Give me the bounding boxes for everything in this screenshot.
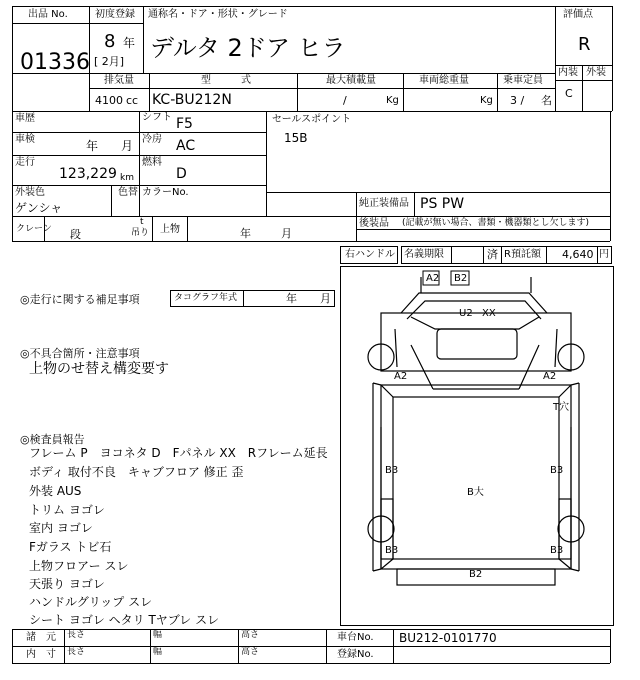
ac-label: 冷房 bbox=[142, 134, 162, 145]
gross-weight-label: 車両総重量 bbox=[419, 75, 469, 86]
capacity-label: 乗車定員 bbox=[503, 75, 543, 86]
upper-month: 月 bbox=[281, 227, 292, 240]
report-line: ボディ 取付不良 キャブフロア 修正 歪 bbox=[29, 465, 244, 479]
reg-year: 8 bbox=[104, 31, 116, 52]
interior-dims-label: 内 寸 bbox=[26, 649, 56, 660]
mark-b3-left: B3 bbox=[385, 465, 399, 476]
dims-height-label: 高さ bbox=[241, 647, 260, 657]
mark-b3-left-rear: B3 bbox=[385, 545, 399, 556]
color-change-label: 色替 bbox=[118, 187, 138, 198]
color-label: 外装色 bbox=[15, 187, 45, 198]
color-no-label: カラーNo. bbox=[142, 187, 189, 198]
reg-year-unit: 年 bbox=[123, 36, 136, 50]
gross-weight-unit: Kg bbox=[480, 95, 493, 106]
grade-value: R bbox=[578, 34, 591, 55]
mark-b2-top: B2 bbox=[454, 273, 468, 284]
model-label: 型 式 bbox=[201, 75, 251, 86]
aftermarket-note: (記載が無い場合、書類・機器類とし欠します) bbox=[402, 218, 590, 228]
color-value: ゲンシャ bbox=[15, 201, 63, 215]
mark-b-large: B大 bbox=[467, 487, 484, 498]
mileage-unit: km bbox=[120, 173, 134, 183]
tacho-label: タコグラフ年式 bbox=[174, 293, 238, 303]
name-change-label: 名義期限 bbox=[404, 249, 444, 260]
specs-length-label: 長さ bbox=[67, 630, 86, 640]
fuel-label: 燃料 bbox=[142, 157, 162, 168]
history-label: 車歴 bbox=[15, 113, 35, 124]
mark-b2-rear: B2 bbox=[469, 569, 483, 580]
report-line: フレーム P ヨコネタ D Fパネル XX Rフレーム延長 bbox=[29, 446, 328, 460]
specs-height-label: 高さ bbox=[241, 630, 260, 640]
exterior-grade-label: 外装 bbox=[586, 67, 606, 78]
recycle-value: 4,640 bbox=[562, 248, 594, 261]
crane-stage: 段 bbox=[70, 228, 81, 241]
report-line: トリム ヨゴレ bbox=[29, 503, 105, 517]
upper-label: 上物 bbox=[160, 224, 180, 235]
chassis-value: BU212-0101770 bbox=[399, 631, 497, 645]
inspection-year: 年 bbox=[86, 139, 99, 153]
max-load-unit: Kg bbox=[386, 95, 399, 106]
mark-u2: U2 bbox=[459, 308, 473, 319]
mark-a2-left: A2 bbox=[394, 371, 408, 382]
displacement-label: 排気量 bbox=[104, 75, 134, 86]
driving-notes-title: ◎走行に関する補足事項 bbox=[20, 293, 140, 306]
recycle-label: R預託額 bbox=[504, 249, 541, 260]
crane-hoist: 吊り bbox=[131, 228, 150, 238]
aftermarket-label: 後装品 bbox=[359, 218, 389, 229]
sales-point-value: 15B bbox=[284, 131, 308, 145]
damage-diagram bbox=[340, 266, 614, 626]
report-line: 天張り ヨゴレ bbox=[29, 577, 105, 591]
capacity-unit: 名 bbox=[541, 94, 552, 107]
lot-number: 01336 bbox=[20, 50, 90, 75]
report-line: 室内 ヨゴレ bbox=[29, 521, 93, 535]
chassis-label: 車台No. bbox=[337, 632, 374, 643]
reg-month: [ 2月] bbox=[94, 55, 125, 68]
name-label: 通称名・ドア・形状・グレード bbox=[148, 9, 288, 20]
shift-label: シフト bbox=[142, 112, 172, 123]
tacho-year: 年 bbox=[286, 292, 297, 305]
inspection-month: 月 bbox=[121, 139, 134, 153]
capacity-value: 3 / bbox=[510, 94, 525, 107]
mark-a2-top: A2 bbox=[426, 273, 440, 284]
report-line: 上物フロアー スレ bbox=[29, 559, 129, 573]
mark-b3-right: B3 bbox=[550, 465, 564, 476]
first-reg-label: 初度登録 bbox=[95, 9, 135, 20]
equipment-label: 純正装備品 bbox=[359, 198, 409, 209]
crane-ton: t bbox=[140, 217, 144, 227]
interior-grade-value: C bbox=[565, 87, 573, 100]
shift-value: F5 bbox=[176, 116, 193, 132]
max-load-value: / bbox=[343, 94, 347, 107]
interior-grade-label: 内装 bbox=[558, 67, 578, 78]
mark-b3-right-rear: B3 bbox=[550, 545, 564, 556]
registration-label: 登録No. bbox=[337, 649, 374, 660]
mark-t-hole: T穴 bbox=[553, 402, 570, 413]
equipment-value: PS PW bbox=[420, 196, 465, 212]
grade-label: 評価点 bbox=[563, 9, 593, 20]
mileage-label: 走行 bbox=[15, 157, 35, 168]
report-line: Fガラス トビ石 bbox=[29, 540, 112, 554]
fuel-value: D bbox=[176, 166, 187, 182]
dims-width-label: 幅 bbox=[153, 647, 163, 657]
defect-title: ◎不具合箇所・注意事項 bbox=[20, 347, 140, 360]
report-line: シート ヨゴレ ヘタリ Tヤブレ スレ bbox=[29, 613, 220, 627]
dims-length-label: 長さ bbox=[67, 647, 86, 657]
rhd-label: 右ハンドル bbox=[345, 249, 395, 260]
upper-year: 年 bbox=[240, 227, 251, 240]
report-line: ハンドルグリップ スレ bbox=[29, 595, 153, 609]
displacement-unit: cc bbox=[126, 94, 139, 107]
ac-value: AC bbox=[176, 138, 196, 154]
lot-label: 出品 No. bbox=[28, 9, 68, 20]
inspection-label: 車検 bbox=[15, 134, 35, 145]
car-name: デルタ 2ドア ヒラ bbox=[150, 34, 346, 62]
mark-xx: XX bbox=[482, 308, 496, 319]
specs-label: 諸 元 bbox=[26, 632, 56, 643]
report-line: 外装 AUS bbox=[29, 484, 82, 498]
max-load-label: 最大積載量 bbox=[326, 75, 376, 86]
model-value: KC-BU212N bbox=[152, 92, 232, 108]
crane-label: クレーン bbox=[16, 224, 52, 234]
specs-width-label: 幅 bbox=[153, 630, 163, 640]
recycle-unit: 円 bbox=[599, 249, 609, 260]
mark-a2-right: A2 bbox=[543, 371, 557, 382]
mileage-value: 123,229 bbox=[59, 166, 117, 182]
displacement-value: 4100 bbox=[95, 94, 123, 107]
tax-paid-label: 済 bbox=[487, 248, 498, 261]
inspector-title: ◎検査員報告 bbox=[20, 433, 85, 446]
sales-point-label: セールスポイント bbox=[272, 114, 352, 125]
defect-text: 上物のせ替え構変要す bbox=[29, 361, 169, 377]
tacho-month: 月 bbox=[320, 292, 331, 305]
